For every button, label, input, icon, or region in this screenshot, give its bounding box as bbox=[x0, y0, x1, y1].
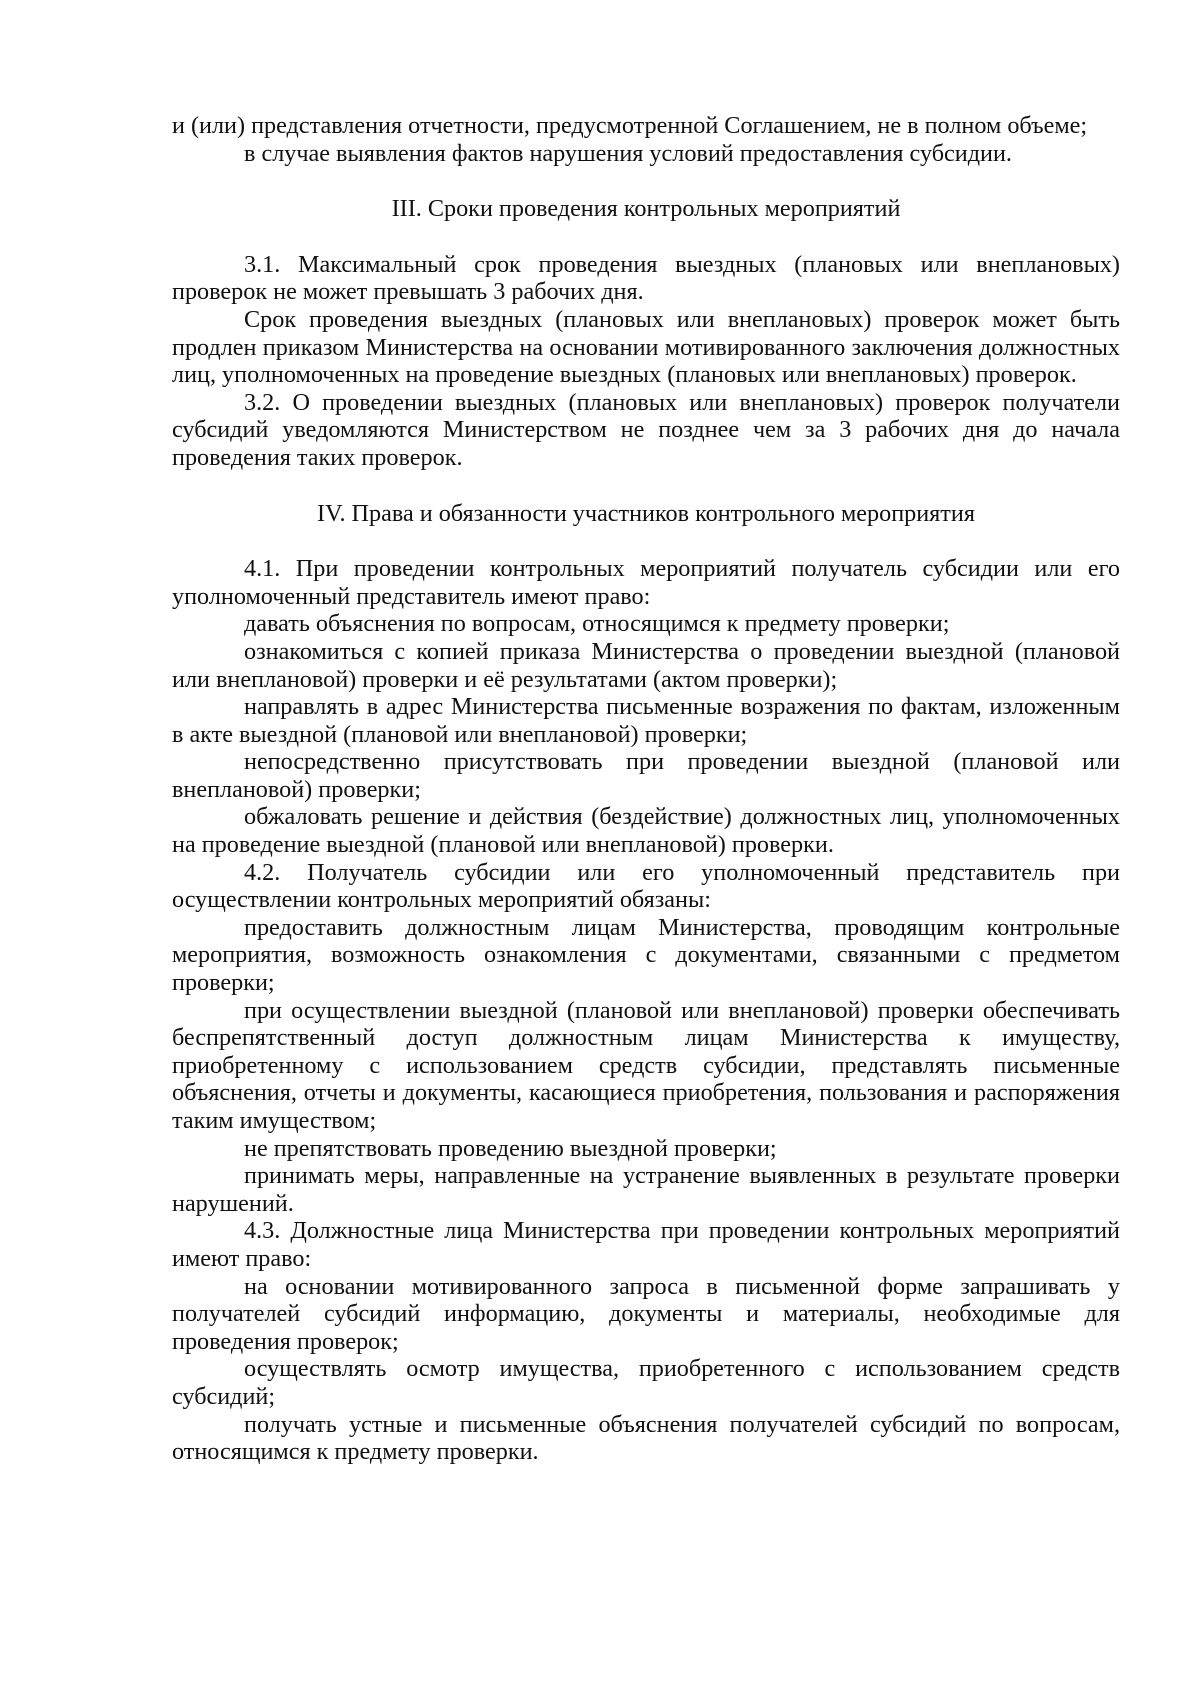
list-item: при осуществлении выездной (плановой или внеплановой) проверки обеспечивать беспрепятственный доступ должностным лицам Министерства к имуществу, приобретенному с использованием средств субсидии, представлять письменные объяснения, отчеты и документы, касающиеся приобретения, пользования и распоряжения таким имуществом; bbox=[172, 996, 1120, 1134]
list-item: непосредственно присутствовать при проведении выездной (плановой или внеплановой) проверки; bbox=[172, 748, 1120, 803]
list-item: принимать меры, направленные на устранение выявленных в результате проверки нарушений. bbox=[172, 1162, 1120, 1217]
paragraph-continuation: и (или) представления отчетности, предусмотренной Соглашением, не в полном объеме; bbox=[172, 112, 1088, 139]
list-item: ознакомиться с копией приказа Министерства о проведении выездной (плановой или внеплановой) проверки и её результатами (актом проверки); bbox=[172, 637, 1120, 693]
paragraph-4-1: 4.1. При проведении контрольных мероприятий получатель субсидии или его уполномоченный представитель имеют право: bbox=[172, 555, 1120, 610]
list-item: давать объяснения по вопросам, относящимся к предмету проверки; bbox=[244, 610, 950, 638]
document-page bbox=[172, 112, 1120, 1466]
list-item: не препятствовать проведению выездной проверки; bbox=[244, 1134, 777, 1162]
paragraph-4-3: 4.3. Должностные лица Министерства при проведении контрольных мероприятий имеют право: bbox=[172, 1217, 1120, 1272]
list-item: обжаловать решение и действия (бездействие) должностных лиц, уполномоченных на проведение выездной (плановой или внеплановой) проверки. bbox=[172, 803, 1120, 859]
paragraph-3-2: 3.2. О проведении выездных (плановых или внеплановых) проверок получатели субсидий уведомляются Министерством не позднее чем за 3 рабочих дня до начала проведения таких проверок. bbox=[172, 388, 1120, 471]
paragraph: в случае выявления фактов нарушения условий предоставления субсидии. bbox=[244, 139, 1012, 167]
list-item: на основании мотивированного запроса в письменной форме запрашивать у получателей субсидий информацию, документы и материалы, необходимые для проведения проверок; bbox=[172, 1272, 1120, 1355]
list-item: предоставить должностным лицам Министерства, проводящим контрольные мероприятия, возможность ознакомления с документами, связанными с предметом проверки; bbox=[172, 913, 1120, 997]
list-item: осуществлять осмотр имущества, приобретенного с использованием средств субсидий; bbox=[172, 1355, 1120, 1410]
section-heading-4: IV. Права и обязанности участников контрольного мероприятия bbox=[317, 499, 975, 527]
list-item: получать устные и письменные объяснения получателей субсидий по вопросам, относящимся к предмету проверки. bbox=[172, 1410, 1120, 1466]
paragraph-3-1: 3.1. Максимальный срок проведения выездных (плановых или внеплановых) проверок не может превышать 3 рабочих дня. bbox=[172, 250, 1120, 306]
paragraph-4-2: 4.2. Получатель субсидии или его уполномоченный представитель при осуществлении контрольных мероприятий обязаны: bbox=[172, 858, 1120, 914]
list-item: направлять в адрес Министерства письменные возражения по фактам, изложенным в акте выездной (плановой или внеплановой) проверки; bbox=[172, 693, 1120, 748]
paragraph: Срок проведения выездных (плановых или внеплановых) проверок может быть продлен приказом Министерства на основании мотивированного заключения должностных лиц, уполномоченных на проведение выездных (плановых или внеплановых) проверок. bbox=[172, 305, 1120, 389]
section-heading-3: III. Сроки проведения контрольных мероприятий bbox=[391, 195, 901, 223]
